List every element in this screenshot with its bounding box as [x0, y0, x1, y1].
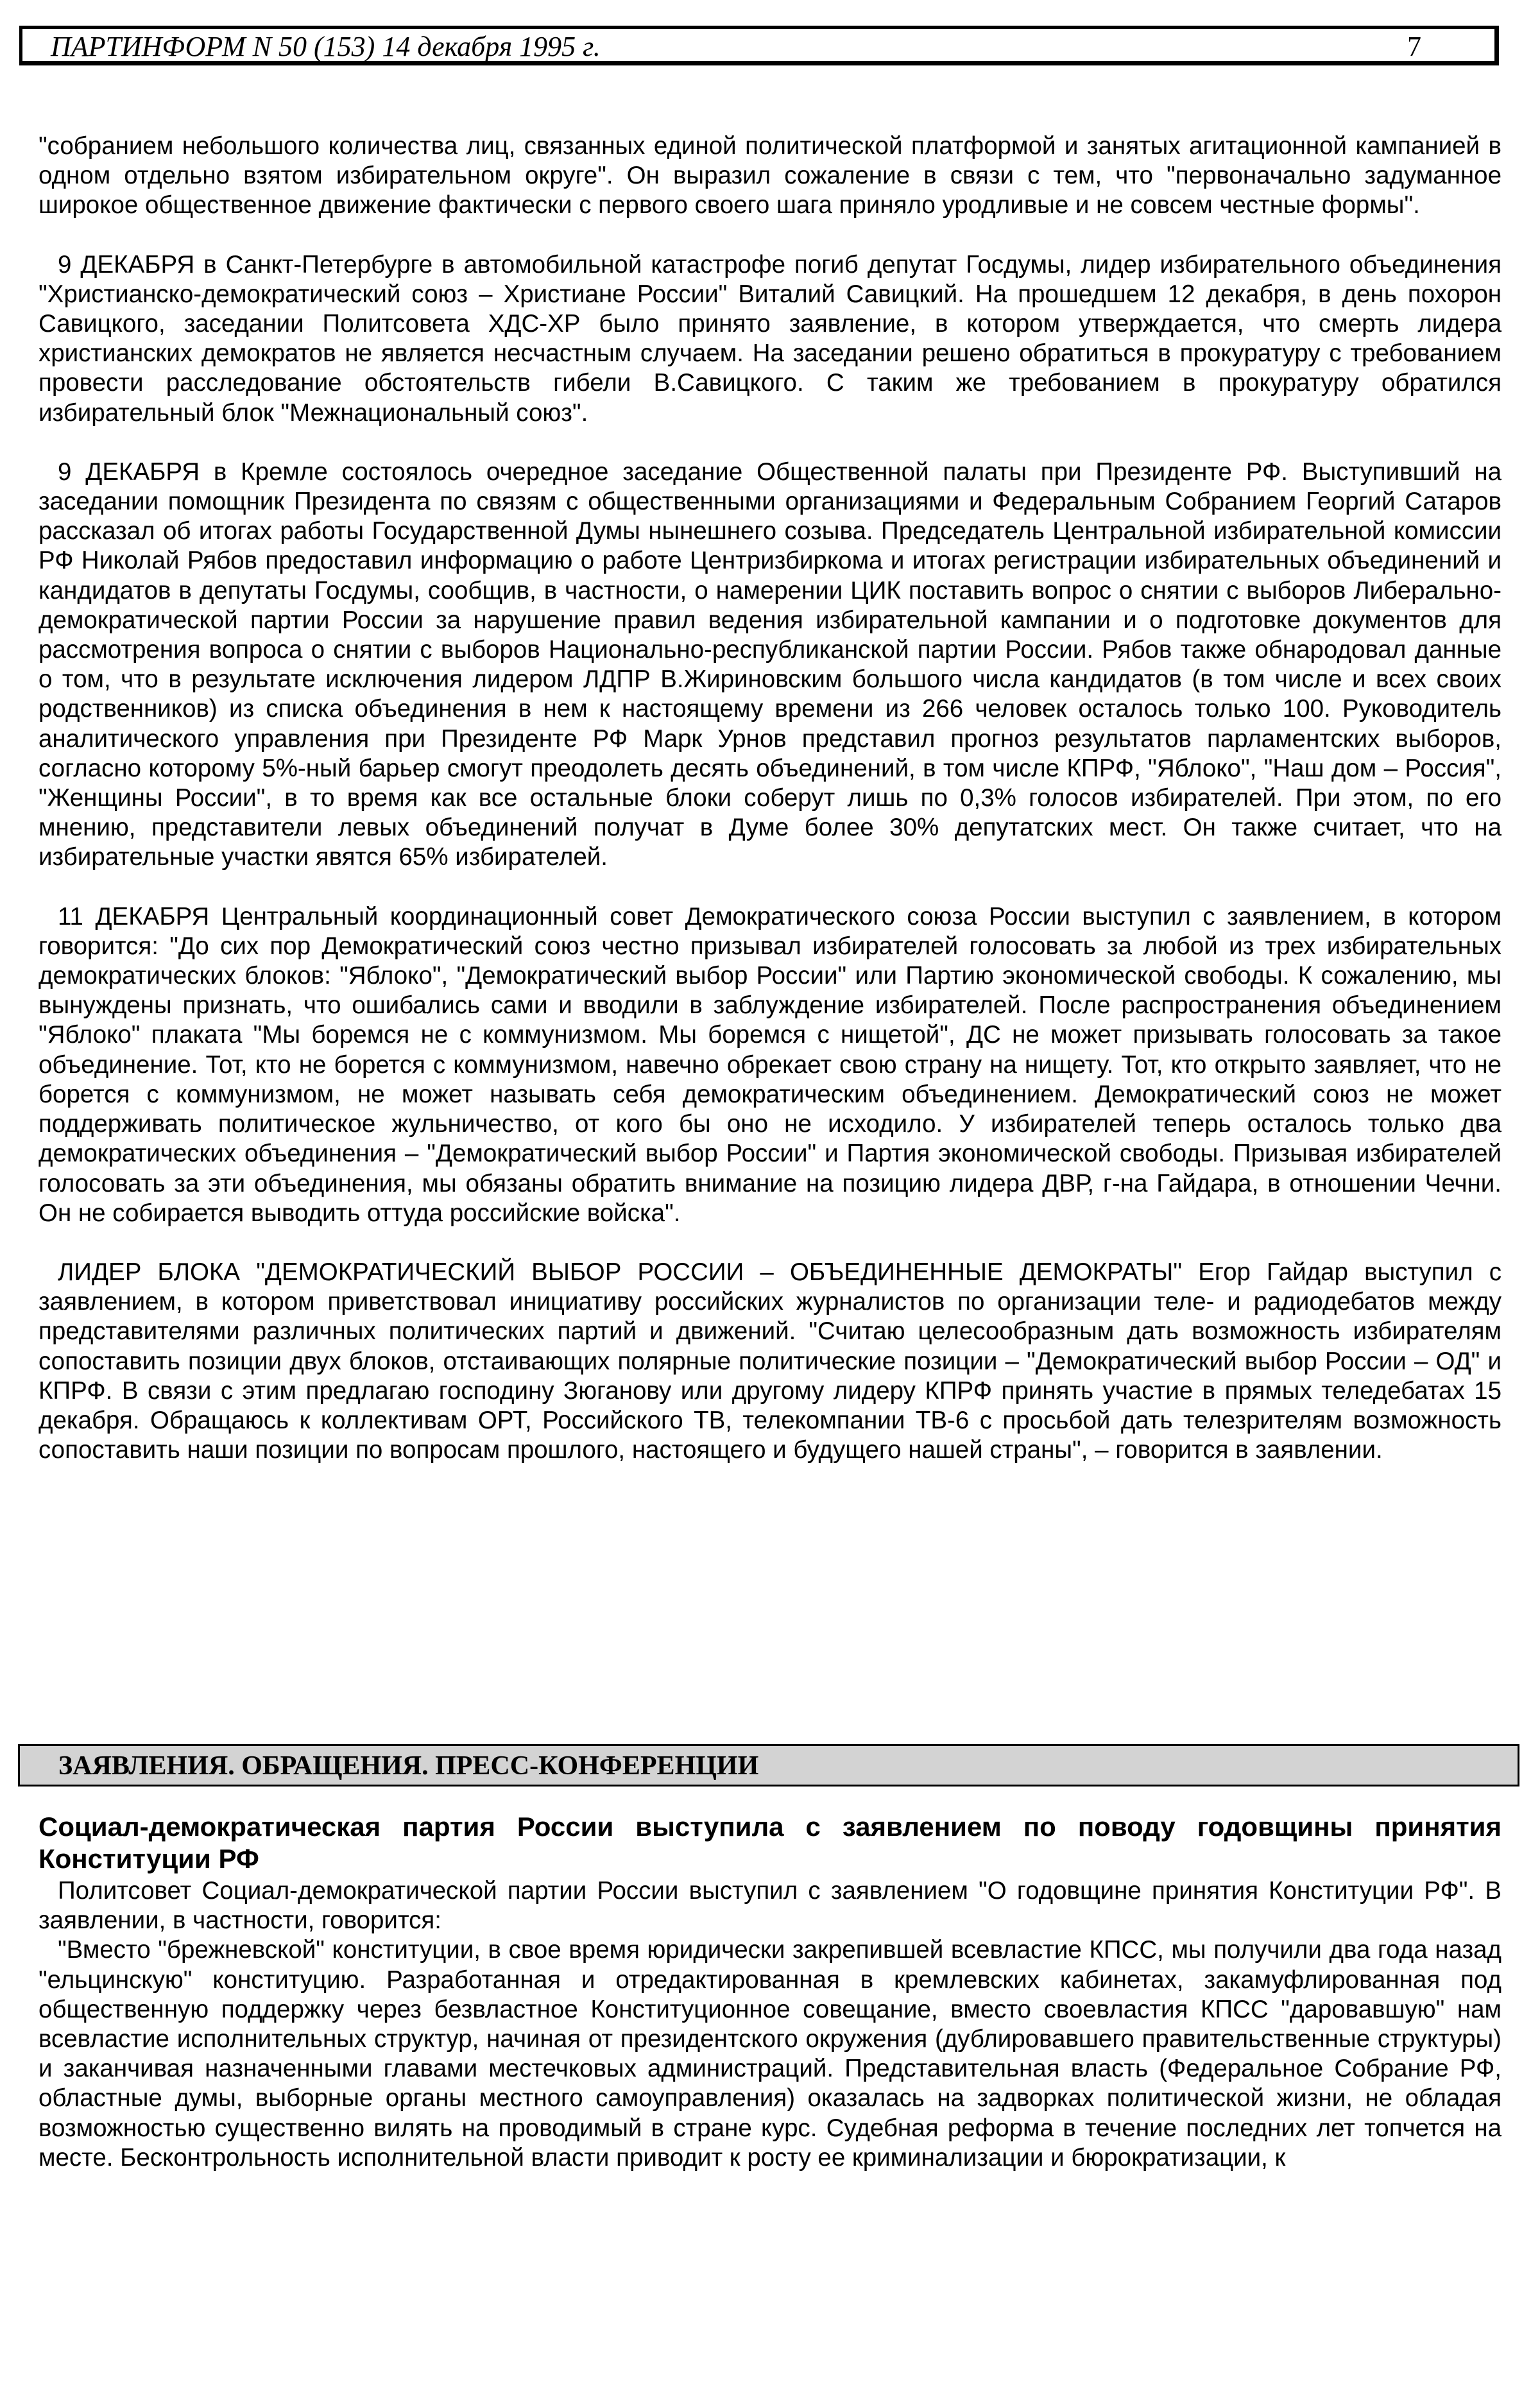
news-paragraph: 9 ДЕКАБРЯ в Санкт-Петербурге в автомобильной катастрофе погиб депутат Госдумы, лидер избирательного объединения "Христианско-демократический союз – Христиане России" Виталий Савицкий. На прошедшем 12 декабря, в день похорон Савицкого, заседании Политсовета ХДС-ХР было принято заявление, в котором утверждается, что смерть лидера христианских демократов не является несчастным случаем. На заседании решено обратиться в прокуратуру с требованием провести расследование обстоятельств гибели В.Савицкого. С таким же требованием в прокуратуру обратился избирательный блок "Межнациональный союз".: [38, 250, 1502, 427]
news-column: [38, 132, 1502, 1465]
article-paragraph: Политсовет Социал-демократической партии России выступил с заявлением "О годовщине принятия Конституции РФ". В заявлении, в частности, говорится:: [38, 1877, 1502, 1935]
running-header: [19, 26, 1499, 65]
news-paragraph: 9 ДЕКАБРЯ в Кремле состоялось очередное заседание Общественной палаты при Президенте РФ. Выступивший на заседании помощник Президента по связям с общественными организациями и Федеральным Собранием Георгий Сатаров рассказал об итогах работы Государственной Думы нынешнего созыва. Председатель Центральной избирательной комиссии РФ Николай Рябов предоставил информацию о работе Центризбиркома и итогах регистрации избирательных объединений и кандидатов в депутаты Госдумы, сообщив, в частности, о намерении ЦИК поставить вопрос о снятии с выборов Либерально-демократической партии России за нарушение правил ведения избирательной кампании и о подготовке документов для рассмотрения вопроса о снятии с выборов Национально-республиканской партии России. Рябов также обнародовал данные о том, что в результате исключения лидером ЛДПР В.Жириновским большого числа кандидатов (в том числе и всех своих родственников) из списка объединения в нем к настоящему времени из 266 человек осталось только 100. Руководитель аналитического управления при Президенте РФ Марк Урнов представил прогноз результатов парламентских выборов, согласно которому 5%-ный барьер смогут преодолеть десять объединений, в том числе КПРФ, "Яблоко", "Наш дом – Россия", "Женщины России", в то время как все остальные блоки соберут лишь по 0,3% голосов избирателей. При этом, по его мнению, представители левых объединений получат в Думе более 30% депутатских мест. Он также считает, что на избирательные участки явятся 65% избирателей.: [38, 458, 1502, 871]
news-paragraph: ЛИДЕР БЛОКА "ДЕМОКРАТИЧЕСКИЙ ВЫБОР РОССИИ – ОБЪЕДИНЕННЫЕ ДЕМОКРАТЫ" Егор Гайдар выступил с заявлением, в котором приветствовал инициативу российских журналистов по организации теле- и радиодебатов между представителями различных политических партий и движений. "Считаю целесообразным дать возможность избирателям сопоставить позиции двух блоков, отстаивающих полярные политические позиции – "Демократический выбор России – ОД" и КПРФ. В связи с этим предлагаю господину Зюганову или другому лидеру КПРФ принять участие в прямых теледебатах 15 декабря. Обращаюсь к коллективам ОРТ, Российского ТВ, телекомпании ТВ-6 с просьбой дать телезрителям возможность сопоставить наши позиции по вопросам прошлого, настоящего и будущего нашей страны", – говорится в заявлении.: [38, 1258, 1502, 1464]
article-headline: Социал-демократическая партия России выступила с заявлением по поводу годовщины принятия Конституции РФ: [38, 1812, 1502, 1874]
news-paragraph: "собранием небольшого количества лиц, связанных единой политической платформой и занятых агитационной кампанией в одном отдельно взятом избирательном округе". Он выразил сожаление в связи с тем, что "первоначально задуманное широкое общественное движение фактически с первого своего шага приняло уродливые и не совсем честные формы".: [38, 132, 1502, 219]
section-heading-bar: [18, 1744, 1519, 1786]
page-number: 7: [1407, 31, 1421, 62]
publication-title: ПАРТИНФОРМ N 50 (153) 14 декабря 1995 г.: [51, 31, 601, 62]
article-paragraph: "Вместо "брежневской" конституции, в свое время юридически закрепившей всевластие КПСС, мы получили два года назад "ельцинскую" конституцию. Разработанная и отредактированная в кремлевских кабинетах, закамуфлированная под общественную поддержку через безвластное Конституционное совещание, вместо своевластия КПСС "даровавшую" нам всевластие исполнительных структур, начиная от президентского окружения (дублировавшего правительственные структуры) и заканчивая назначенными главами местечковых администраций. Представительная власть (Федеральное Собрание РФ, областные думы, выборные органы местного самоуправления) оказалась на задворках политической жизни, не обладая возможностью существенно вилять на проводимый в стране курс. Судебная реформа в течение последних лет топчется на месте. Бесконтрольность исполнительной власти приводит к росту ее криминализации и бюрократизации, к: [38, 1936, 1502, 2172]
section-heading: ЗАЯВЛЕНИЯ. ОБРАЩЕНИЯ. ПРЕСС-КОНФЕРЕНЦИИ: [58, 1751, 759, 1781]
news-paragraph: 11 ДЕКАБРЯ Центральный координационный совет Демократического союза России выступил с заявлением, в котором говорится: "До сих пор Демократический союз честно призывал избирателей голосовать за любой из трех избирательных демократических блоков: "Яблоко", "Демократический выбор России" или Партию экономической свободы. К сожалению, мы вынуждены признать, что ошибались сами и вводили в заблуждение избирателей. После распространения объединением "Яблоко" плаката "Мы боремся не с коммунизмом. Мы боремся с нищетой", ДС не может призывать голосовать за такое объединение. Тот, кто не борется с коммунизмом, навечно обрекает свою страну на нищету. Тот, кто открыто заявляет, что не борется с коммунизмом, не может называть себя демократическим объединением. Демократический союз не может поддерживать политическое жульничество, от кого бы оно не исходило. У избирателей теперь осталось только два демократических объединения – "Демократический выбор России" и Партия экономической свободы. Призывая избирателей голосовать за эти объединения, мы обязаны обратить внимание на позицию лидера ДВР, г-на Гайдара, в отношении Чечни. Он не собирается выводить оттуда российские войска".: [38, 902, 1502, 1227]
article: [38, 1811, 1502, 2173]
